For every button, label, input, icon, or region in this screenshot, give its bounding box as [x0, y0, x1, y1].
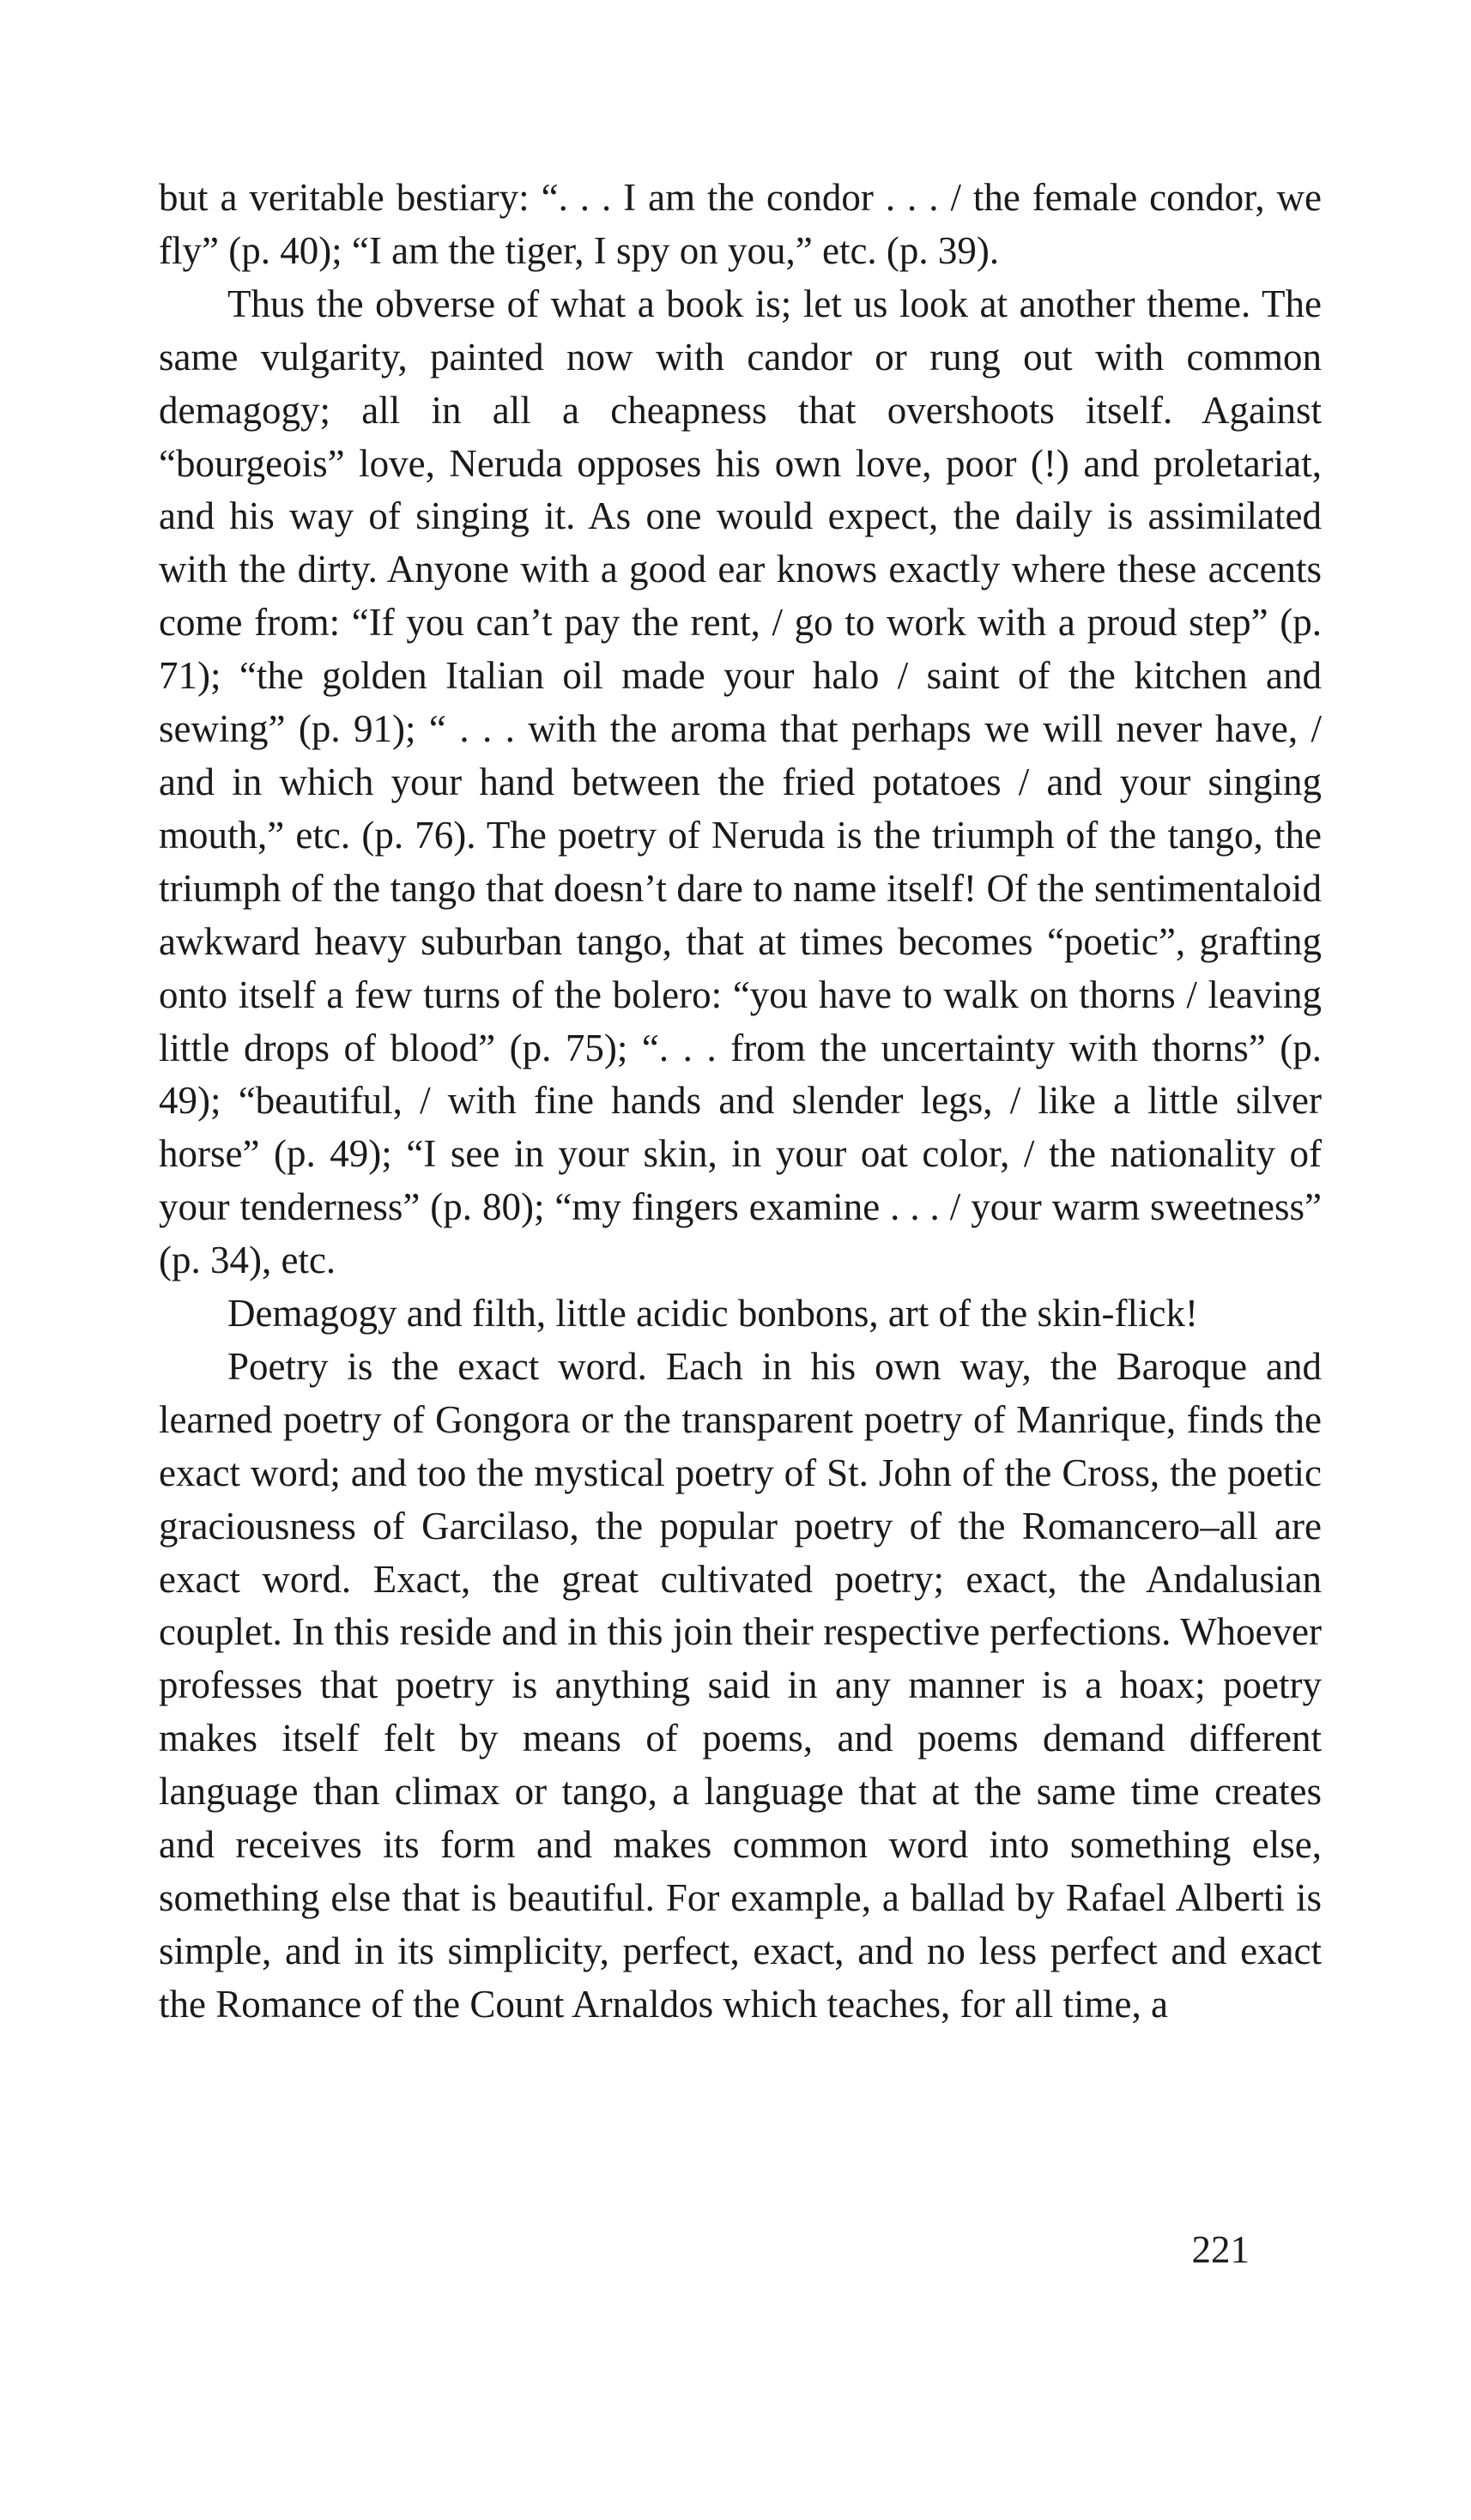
paragraph-demagogy: Demagogy and filth, little acidic bonbons, art of the skin-flick!: [227, 1292, 1198, 1336]
paragraph-obverse-theme: Thus the obverse of what a book is; let us look at another theme. The same vulgarity, painted now with candor or rung out with common demagogy; all in all a cheapness that overshoots itself. Against “bourgeois” love, Neruda opposes his own love, poor (!) and proletariat, and his way of singing it. As one would expect, the daily is assimilated with the dirty. Anyone with a good ear knows exactly where these accents come from: “If you can’t pay the rent, / go to work with a proud step” (p. 71); “the golden Italian oil made your halo / saint of the kitchen and sewing” (p. 91); “ . . . with the aroma that perhaps we will never have, / and in which your hand between the fried potatoes / and your singing mouth,” etc. (p. 76). The poetry of Neruda is the triumph of the tango, the triumph of the tango that doesn’t dare to name itself! Of the sentimentaloid awkward heavy suburban tango, that at times becomes “poetic”, grafting onto itself a few turns of the bolero: “you have to walk on thorns / leaving little drops of blood” (p. 75); “. . . from the uncertainty with thorns” (p. 49); “beautiful, / with fine hands and slender legs, / like a little silver horse” (p. 49); “I see in your skin, in your oat color, / the nationality of your tenderness” (p. 80); “my fingers examine . . . / your warm sweetness” (p. 34), etc.: [159, 282, 1322, 1282]
paragraph-exact-word: Poetry is the exact word. Each in his own way, the Baroque and learned poetry of Gongora or the transparent poetry of Manrique, finds the exact word; and too the mystical poetry of St. John of the Cross, the poetic graciousness of Garcilaso, the popular poetry of the Romancero–all are exact word. Exact, the great cultivated poetry; exact, the Andalusian couplet. In this reside and in this join their respective perfections. Whoever professes that poetry is anything said in any manner is a hoax; poetry makes itself felt by means of poems, and poems demand different language than climax or tango, a language that at the same time creates and receives its form and makes common word into something else, something else that is beautiful. For example, a ballad by Rafael Alberti is simple, and in its simplicity, perfect, exact, and no less perfect and exact the Romance of the Count Arnaldos which teaches, for all time, a: [159, 1344, 1322, 2026]
body-text: [159, 172, 1322, 2032]
paragraph-bestiary-continuation: but a veritable bestiary: “. . . I am the condor . . . / the female condor, we fly” (p. 40); “I am the tiger, I spy on you,” etc. (p. 39).: [159, 176, 1322, 272]
page-number: 221: [1191, 2228, 1250, 2271]
